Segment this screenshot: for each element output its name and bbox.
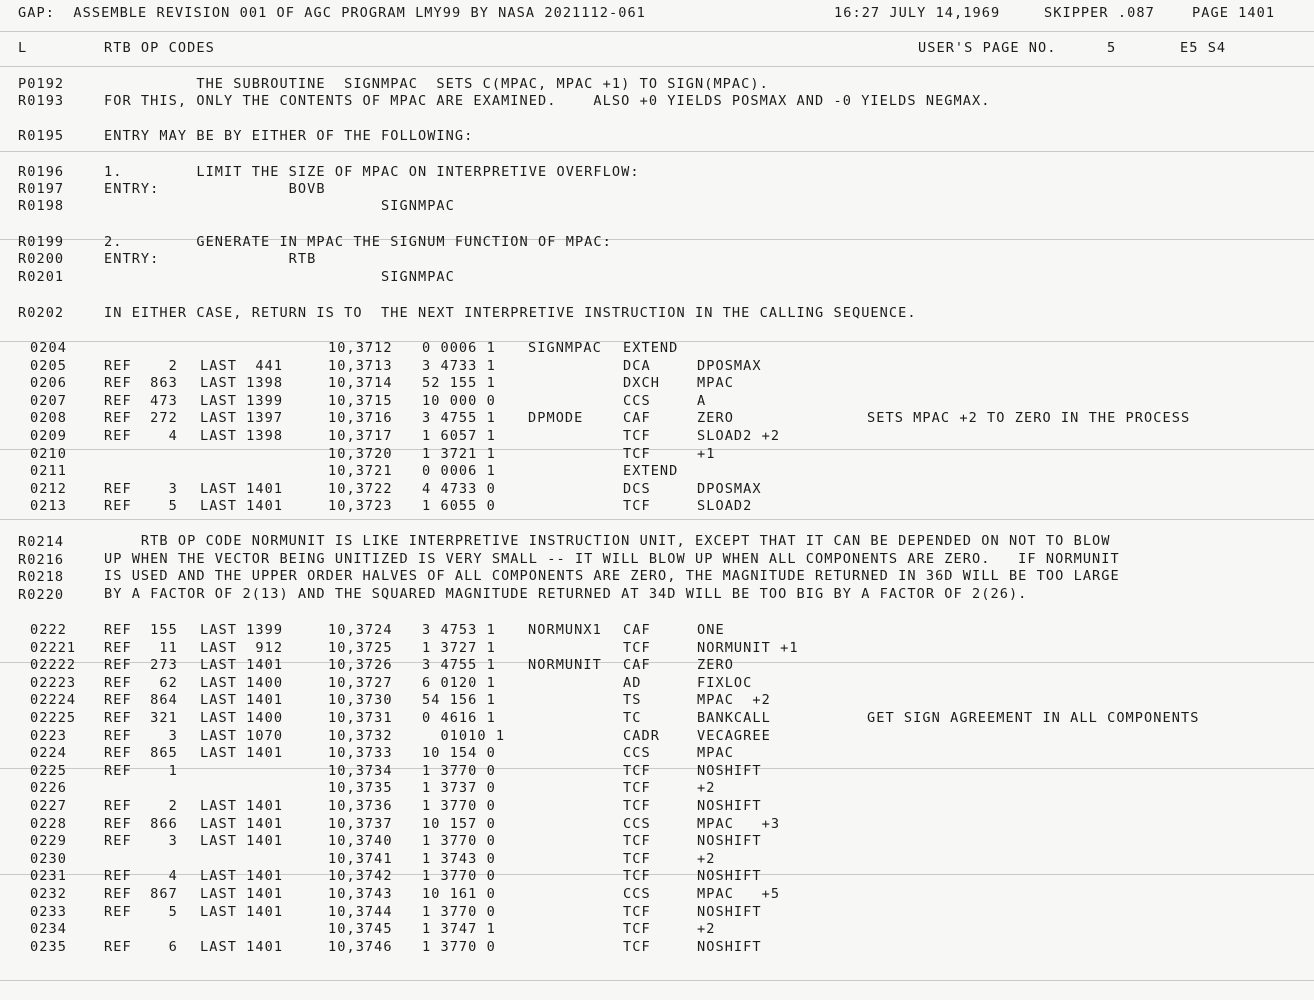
listing-addr: 10,3741: [328, 850, 393, 867]
listing-id: 0226: [30, 780, 67, 797]
listing-id: 02221: [30, 639, 77, 656]
listing-last: LAST 1401: [200, 657, 284, 674]
section-code: E5 S4: [1180, 40, 1227, 56]
listing-word: 1 3743 0: [422, 850, 496, 867]
listing-id: 0206: [30, 375, 67, 392]
comment-line-id: R0214: [18, 534, 65, 550]
comment-line-text: ENTRY: RTB: [104, 251, 317, 267]
comment-line-text: BY A FACTOR OF 2(13) AND THE SQUARED MAGNITUDE RETURNED AT 34D WILL BE TOO BIG BY A FACTOR OF 2(26).: [104, 586, 1028, 602]
listing-addr: 10,3743: [328, 886, 393, 902]
listing-addr: 10,3740: [328, 833, 393, 850]
paper-rule: [0, 874, 1314, 875]
listing-operand: +2: [697, 921, 716, 938]
listing-op: DCA: [623, 357, 651, 374]
listing-op: CCS: [623, 392, 651, 409]
comment-line-text: FOR THIS, ONLY THE CONTENTS OF MPAC ARE EXAMINED. ALSO +0 YIELDS POSMAX AND -0 YIELDS NEGMAX.: [104, 93, 991, 109]
listing-comment: SETS MPAC +2 TO ZERO IN THE PROCESS: [867, 410, 1191, 427]
listing-addr: 10,3725: [328, 639, 393, 656]
comment-line-text: SIGNMPAC: [104, 198, 455, 214]
listing-op: TCF: [623, 780, 651, 797]
listing-addr: 10,3716: [328, 410, 393, 427]
listing-id: 0209: [30, 428, 67, 444]
listing-last: LAST 1399: [200, 392, 284, 409]
listing-id: 0232: [30, 886, 67, 902]
listing-operand: VECAGREE: [697, 727, 771, 744]
listing-word: 52 155 1: [422, 375, 496, 392]
listing-operand: MPAC +2: [697, 692, 771, 709]
comment-line-text: 1. LIMIT THE SIZE OF MPAC ON INTERPRETIVE OVERFLOW:: [104, 164, 640, 180]
listing-id: 0224: [30, 745, 67, 762]
listing-id: 0225: [30, 762, 67, 779]
listing-last: LAST 1401: [200, 815, 284, 832]
listing-addr: 10,3720: [328, 445, 393, 462]
listing-label: NORMUNIT: [528, 657, 602, 674]
comment-line-id: R0198: [18, 198, 65, 214]
comment-line-text: THE SUBROUTINE SIGNMPAC SETS C(MPAC, MPAC +1) TO SIGN(MPAC).: [104, 76, 769, 92]
comment-line-id: R0200: [18, 251, 65, 267]
listing-op: TCF: [623, 428, 651, 444]
listing-op: DXCH: [623, 375, 660, 392]
listing-addr: 10,3721: [328, 463, 393, 480]
listing-last: LAST 1401: [200, 798, 284, 814]
listing-operand: NOSHIFT: [697, 868, 762, 885]
listing-operand: DPOSMAX: [697, 480, 762, 497]
listing-label: DPMODE: [528, 410, 584, 427]
comment-line-id: P0192: [18, 76, 65, 92]
listing-word: 1 3747 1: [422, 921, 496, 938]
listing-ref: REF 2: [104, 357, 178, 374]
listing-op: TCF: [623, 833, 651, 850]
listing-ref: REF 865: [104, 745, 178, 762]
listing-id: 0223: [30, 727, 67, 744]
listing-word: 4 4733 0: [422, 480, 496, 497]
listing-op: CCS: [623, 815, 651, 832]
listing-op: TCF: [623, 938, 651, 955]
listing-operand: BANKCALL: [697, 710, 771, 726]
users-page-label: USER'S PAGE NO.: [918, 40, 1057, 56]
section-title: RTB OP CODES: [104, 40, 215, 56]
listing-word: 1 3770 0: [422, 868, 496, 885]
listing-label: NORMUNX1: [528, 622, 602, 638]
listing-last: LAST 1401: [200, 938, 284, 955]
listing-operand: MPAC: [697, 375, 734, 392]
comment-line-text: IN EITHER CASE, RETURN IS TO THE NEXT INTERPRETIVE INSTRUCTION IN THE CALLING SEQUENCE.: [104, 305, 917, 321]
listing-ref: REF 4: [104, 428, 178, 444]
listing-last: LAST 1070: [200, 727, 284, 744]
comment-line-id: R0193: [18, 93, 65, 109]
listing-operand: SLOAD2 +2: [697, 428, 781, 444]
listing-last: LAST 1401: [200, 886, 284, 902]
listing-addr: 10,3713: [328, 357, 393, 374]
listing-id: 0227: [30, 798, 67, 814]
listing-ref: REF 155: [104, 622, 178, 638]
listing-id: 02224: [30, 692, 77, 709]
listing-ref: REF 321: [104, 710, 178, 726]
listing-last: LAST 1401: [200, 498, 284, 515]
listing-last: LAST 1401: [200, 868, 284, 885]
listing-word: 1 6057 1: [422, 428, 496, 444]
listing-addr: 10,3723: [328, 498, 393, 515]
page-number: PAGE 1401: [1192, 5, 1276, 21]
listing-ref: REF 5: [104, 498, 178, 515]
listing-addr: 10,3724: [328, 622, 393, 638]
listing-addr: 10,3731: [328, 710, 393, 726]
listing-ref: REF 863: [104, 375, 178, 392]
listing-addr: 10,3732: [328, 727, 393, 744]
listing-operand: ONE: [697, 622, 725, 638]
listing-operand: NOSHIFT: [697, 938, 762, 955]
listing-ref: REF 866: [104, 815, 178, 832]
listing-op: CAF: [623, 657, 651, 674]
listing-operand: MPAC +5: [697, 886, 781, 902]
listing-addr: 10,3726: [328, 657, 393, 674]
listing-last: LAST 1400: [200, 710, 284, 726]
comment-line-id: R0201: [18, 269, 65, 285]
listing-op: TS: [623, 692, 642, 709]
paper-rule: [0, 151, 1314, 152]
listing-addr: 10,3735: [328, 780, 393, 797]
skipper-label: SKIPPER .087: [1044, 5, 1155, 21]
listing-id: 0207: [30, 392, 67, 409]
listing-addr: 10,3722: [328, 480, 393, 497]
comment-line-id: R0220: [18, 587, 65, 603]
comment-line-text: SIGNMPAC: [104, 269, 455, 285]
listing-ref: REF 5: [104, 903, 178, 920]
listing-last: LAST 1398: [200, 428, 284, 444]
listing-ref: REF 4: [104, 868, 178, 885]
paper-rule: [0, 768, 1314, 769]
listing-addr: 10,3737: [328, 815, 393, 832]
listing-last: LAST 1401: [200, 833, 284, 850]
comment-line-id: R0195: [18, 128, 65, 144]
listing-last: LAST 1401: [200, 692, 284, 709]
listing-last: LAST 912: [200, 639, 284, 656]
listing-addr: 10,3736: [328, 798, 393, 814]
listing-id: 0204: [30, 340, 67, 356]
comment-line-text: UP WHEN THE VECTOR BEING UNITIZED IS VERY SMALL -- IT WILL BLOW UP WHEN ALL COMPONENTS ARE ZERO. IF NORMUNIT: [104, 551, 1120, 567]
paper-rule: [0, 449, 1314, 450]
listing-last: LAST 1397: [200, 410, 284, 427]
listing-addr: 10,3714: [328, 375, 393, 392]
listing-operand: +1: [697, 445, 716, 462]
listing-word: 54 156 1: [422, 692, 496, 709]
listing-last: LAST 1401: [200, 745, 284, 762]
listing-ref: REF 473: [104, 392, 178, 409]
listing-op: CAF: [623, 622, 651, 638]
listing-op: CCS: [623, 886, 651, 902]
comment-line-id: R0197: [18, 181, 65, 197]
listing-addr: 10,3746: [328, 938, 393, 955]
listing-id: 0211: [30, 463, 67, 480]
comment-line-id: R0202: [18, 305, 65, 321]
listing-operand: NOSHIFT: [697, 833, 762, 850]
listing-word: 1 3721 1: [422, 445, 496, 462]
listing-id: 0205: [30, 357, 67, 374]
listing-operand: ZERO: [697, 657, 734, 674]
paper-rule: [0, 31, 1314, 32]
listing-word: 10 161 0: [422, 886, 496, 902]
listing-id: 02223: [30, 674, 77, 691]
listing-operand: NOSHIFT: [697, 903, 762, 920]
listing-word: 1 3770 0: [422, 903, 496, 920]
listing-word: 3 4753 1: [422, 622, 496, 638]
listing-last: LAST 1401: [200, 480, 284, 497]
listing-title: GAP: ASSEMBLE REVISION 001 OF AGC PROGRAM LMY99 BY NASA 2021112-061: [18, 5, 646, 21]
listing-word: 0 0006 1: [422, 463, 496, 480]
listing-op: EXTEND: [623, 463, 679, 480]
comment-line-text: IS USED AND THE UPPER ORDER HALVES OF ALL COMPONENTS ARE ZERO, THE MAGNITUDE RETURNED IN 36D WILL BE TOO LARGE: [104, 568, 1120, 584]
listing-op: TCF: [623, 868, 651, 885]
listing-operand: ZERO: [697, 410, 734, 427]
listing-id: 02222: [30, 657, 77, 674]
listing-id: 0233: [30, 903, 67, 920]
listing-word: 3 4755 1: [422, 657, 496, 674]
listing-addr: 10,3734: [328, 762, 393, 779]
listing-id: 0229: [30, 833, 67, 850]
listing-op: CADR: [623, 727, 660, 744]
listing-word: 3 4755 1: [422, 410, 496, 427]
listing-id: 02225: [30, 710, 77, 726]
listing-operand: MPAC +3: [697, 815, 781, 832]
listing-ref: REF 867: [104, 886, 178, 902]
comment-line-text: ENTRY MAY BE BY EITHER OF THE FOLLOWING:: [104, 128, 474, 144]
listing-operand: DPOSMAX: [697, 357, 762, 374]
listing-last: LAST 1400: [200, 674, 284, 691]
listing-operand: FIXLOC: [697, 674, 753, 691]
listing-op: AD: [623, 674, 642, 691]
listing-id: 0213: [30, 498, 67, 515]
listing-id: 0212: [30, 480, 67, 497]
listing-op: CAF: [623, 410, 651, 427]
listing-word: 6 0120 1: [422, 674, 496, 691]
listing-op: TCF: [623, 903, 651, 920]
listing-addr: 10,3712: [328, 340, 393, 356]
log-flag: L: [18, 40, 28, 56]
paper-rule: [0, 66, 1314, 67]
listing-word: 10 157 0: [422, 815, 496, 832]
listing-op: TCF: [623, 498, 651, 515]
comment-line-text: ENTRY: BOVB: [104, 181, 326, 197]
listing-id: 0208: [30, 410, 67, 427]
listing-op: CCS: [623, 745, 651, 762]
listing-ref: REF 273: [104, 657, 178, 674]
listing-op: DCS: [623, 480, 651, 497]
listing-ref: REF 6: [104, 938, 178, 955]
listing-op: TCF: [623, 921, 651, 938]
listing-addr: 10,3717: [328, 428, 393, 444]
comment-line-text: 2. GENERATE IN MPAC THE SIGNUM FUNCTION OF MPAC:: [104, 234, 612, 250]
listing-last: LAST 1401: [200, 903, 284, 920]
listing-ref: REF 3: [104, 480, 178, 497]
comment-line-id: R0199: [18, 234, 65, 250]
listing-ref: REF 1: [104, 762, 178, 779]
listing-ref: REF 11: [104, 639, 178, 656]
listing-last: LAST 1399: [200, 622, 284, 638]
listing-word: 1 3737 0: [422, 780, 496, 797]
listing-word: 0 4616 1: [422, 710, 496, 726]
listing-operand: SLOAD2: [697, 498, 753, 515]
listing-id: 0210: [30, 445, 67, 462]
listing-last: LAST 441: [200, 357, 284, 374]
listing-word: 3 4733 1: [422, 357, 496, 374]
listing-op: TCF: [623, 798, 651, 814]
listing-operand: MPAC: [697, 745, 734, 762]
comment-line-id: R0218: [18, 569, 65, 585]
listing-addr: 10,3715: [328, 392, 393, 409]
listing-word: 1 6055 0: [422, 498, 496, 515]
listing-word: 1 3770 0: [422, 798, 496, 814]
listing-id: 0234: [30, 921, 67, 938]
paper-rule: [0, 980, 1314, 981]
listing-operand: NORMUNIT +1: [697, 639, 799, 656]
listing-id: 0222: [30, 622, 67, 638]
listing-operand: +2: [697, 850, 716, 867]
listing-addr: 10,3730: [328, 692, 393, 709]
listing-word: 1 3770 0: [422, 833, 496, 850]
listing-operand: NOSHIFT: [697, 798, 762, 814]
listing-word: 1 3727 1: [422, 639, 496, 656]
listing-ref: REF 62: [104, 674, 178, 691]
listing-op: TCF: [623, 762, 651, 779]
listing-word: 1 3770 0: [422, 762, 496, 779]
listing-word: 10 000 0: [422, 392, 496, 409]
listing-addr: 10,3745: [328, 921, 393, 938]
listing-word: 1 3770 0: [422, 938, 496, 955]
listing-id: 0235: [30, 938, 67, 955]
listing-id: 0230: [30, 850, 67, 867]
print-timestamp: 16:27 JULY 14,1969: [834, 5, 1001, 21]
listing-ref: REF 2: [104, 798, 178, 814]
listing-word: 01010 1: [422, 727, 506, 744]
listing-operand: +2: [697, 780, 716, 797]
listing-addr: 10,3733: [328, 745, 393, 762]
listing-ref: REF 3: [104, 727, 178, 744]
comment-line-id: R0216: [18, 552, 65, 568]
users-page-number: 5: [1107, 40, 1117, 56]
listing-addr: 10,3742: [328, 868, 393, 885]
listing-op: TC: [623, 710, 642, 726]
listing-op: TCF: [623, 639, 651, 656]
listing-word: 0 0006 1: [422, 340, 496, 356]
listing-operand: NOSHIFT: [697, 762, 762, 779]
listing-id: 0231: [30, 868, 67, 885]
listing-comment: GET SIGN AGREEMENT IN ALL COMPONENTS: [867, 710, 1200, 726]
listing-id: 0228: [30, 815, 67, 832]
comment-line-id: R0196: [18, 164, 65, 180]
listing-ref: REF 272: [104, 410, 178, 427]
paper-rule: [0, 519, 1314, 520]
listing-op: TCF: [623, 850, 651, 867]
listing-operand: A: [697, 392, 707, 409]
listing-ref: REF 3: [104, 833, 178, 850]
listing-last: LAST 1398: [200, 375, 284, 392]
listing-op: TCF: [623, 445, 651, 462]
listing-word: 10 154 0: [422, 745, 496, 762]
paper-rule: [0, 662, 1314, 663]
listing-label: SIGNMPAC: [528, 340, 602, 356]
listing-op: EXTEND: [623, 340, 679, 356]
listing-ref: REF 864: [104, 692, 178, 709]
listing-addr: 10,3727: [328, 674, 393, 691]
comment-line-text: RTB OP CODE NORMUNIT IS LIKE INTERPRETIVE INSTRUCTION UNIT, EXCEPT THAT IT CAN BE DEPENDED ON NOT TO BLOW: [104, 533, 1111, 549]
listing-addr: 10,3744: [328, 903, 393, 920]
